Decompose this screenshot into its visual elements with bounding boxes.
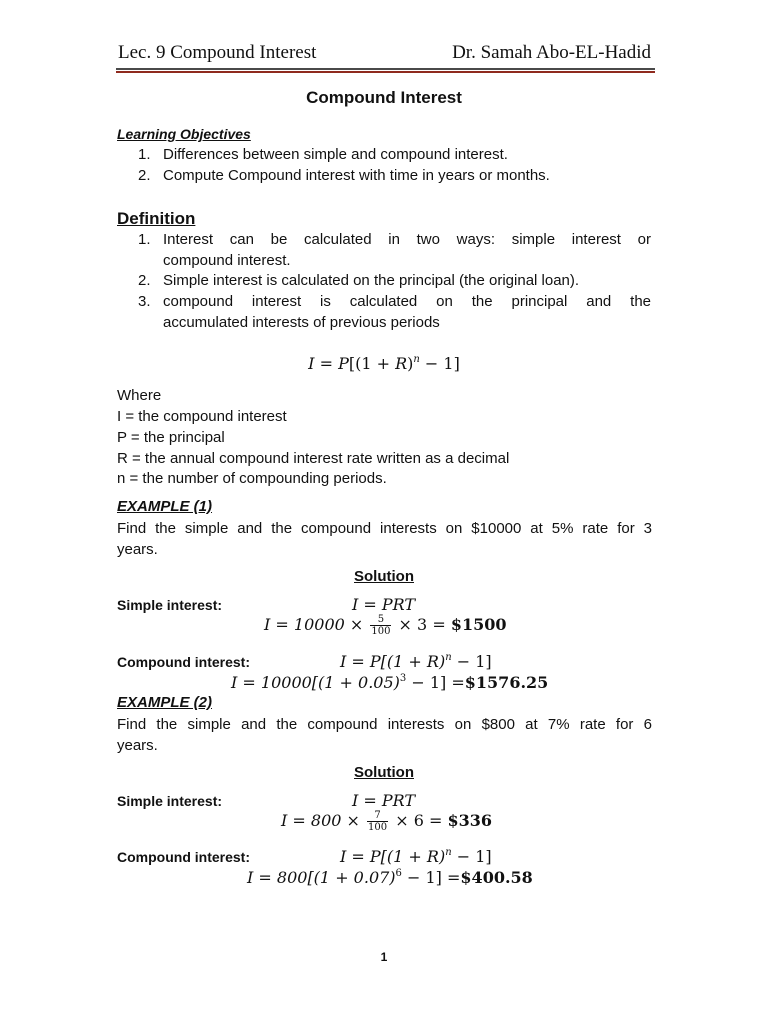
list-text-line1: compound interest is calculated on the principal and the (163, 293, 651, 310)
example-heading: EXAMPLE (1) (117, 498, 213, 515)
where-line: I = the compound interest (117, 408, 287, 425)
compound-interest-label: Compound interest: (117, 654, 250, 670)
simple-interest-label: Simple interest: (117, 597, 223, 613)
simple-interest-formula: I = PRT (352, 595, 416, 614)
fraction: $\frac{7}{100}$ (368, 810, 388, 833)
compound-interest-formula: $I = P[(1 + R)^n - 1]$ (340, 652, 492, 671)
list-number: 1. (138, 146, 151, 163)
fraction: $\frac{5}{100}$ (371, 614, 391, 637)
compound-interest-result: $400.58 (460, 868, 533, 887)
where-label: Where (117, 387, 162, 404)
list-text-line1: Interest can be calculated in two ways: simple interest or (163, 231, 651, 248)
simple-interest-calculation: I = 800 × $\frac{7}{100}$ × 6 = $336 (281, 810, 492, 833)
list-number: 1. (138, 231, 151, 248)
page-title: Compound Interest (306, 88, 462, 107)
list-text: Differences between simple and compound interest. (163, 146, 508, 163)
compound-interest-result: $1576.25 (464, 673, 549, 692)
list-text-line2: accumulated interests of previous periods (163, 313, 440, 331)
compound-interest-formula: $I = P[(1 + R)^n - 1]$ (308, 354, 460, 373)
compound-interest-calculation: $I = 800[(1 + 0.07)^6 - 1]$ =$400.58 (247, 868, 533, 887)
list-text-line2: compound interest. (163, 251, 291, 269)
compound-interest-calculation: $I = 10000[(1 + 0.05)^3 - 1]$ =$1576.25 (231, 673, 549, 692)
simple-interest-formula: I = PRT (352, 791, 416, 810)
list-text-line1: Simple interest is calculated on the principal (the original loan). (163, 272, 580, 289)
compound-interest-formula: $I = P[(1 + R)^n - 1]$ (340, 847, 492, 866)
page-number: 1 (380, 950, 388, 964)
simple-interest-result: $336 (447, 811, 492, 830)
header-lecture-title: Lec. 9 Compound Interest (118, 42, 317, 63)
header-author: Dr. Samah Abo-EL-Hadid (452, 42, 651, 63)
objectives-heading: Learning Objectives (117, 126, 251, 142)
simple-interest-calculation: I = 10000 × $\frac{5}{100}$ × 3 = $1500 (264, 614, 507, 637)
list-number: 2. (138, 167, 151, 184)
header-rule-dark (116, 68, 655, 70)
compound-interest-label: Compound interest: (117, 849, 250, 865)
where-line: n = the number of compounding periods. (117, 470, 387, 487)
example-statement: Find the simple and the compound interests on $10000 at 5% rate for 3 years. (117, 520, 652, 558)
definition-heading: Definition (117, 209, 196, 228)
solution-heading: Solution (354, 764, 414, 781)
example-heading: EXAMPLE (2) (117, 694, 213, 711)
simple-interest-label: Simple interest: (117, 793, 223, 809)
where-line: P = the principal (117, 429, 225, 446)
example-statement: Find the simple and the compound interests on $800 at 7% rate for 6 years. (117, 716, 652, 754)
simple-interest-result: $1500 (450, 615, 507, 634)
solution-heading: Solution (354, 568, 414, 585)
where-line: R = the annual compound interest rate written as a decimal (117, 450, 510, 467)
list-number: 3. (138, 293, 151, 310)
header-rule-red (116, 71, 655, 73)
list-number: 2. (138, 272, 151, 289)
list-text: Compute Compound interest with time in years or months. (163, 167, 550, 184)
